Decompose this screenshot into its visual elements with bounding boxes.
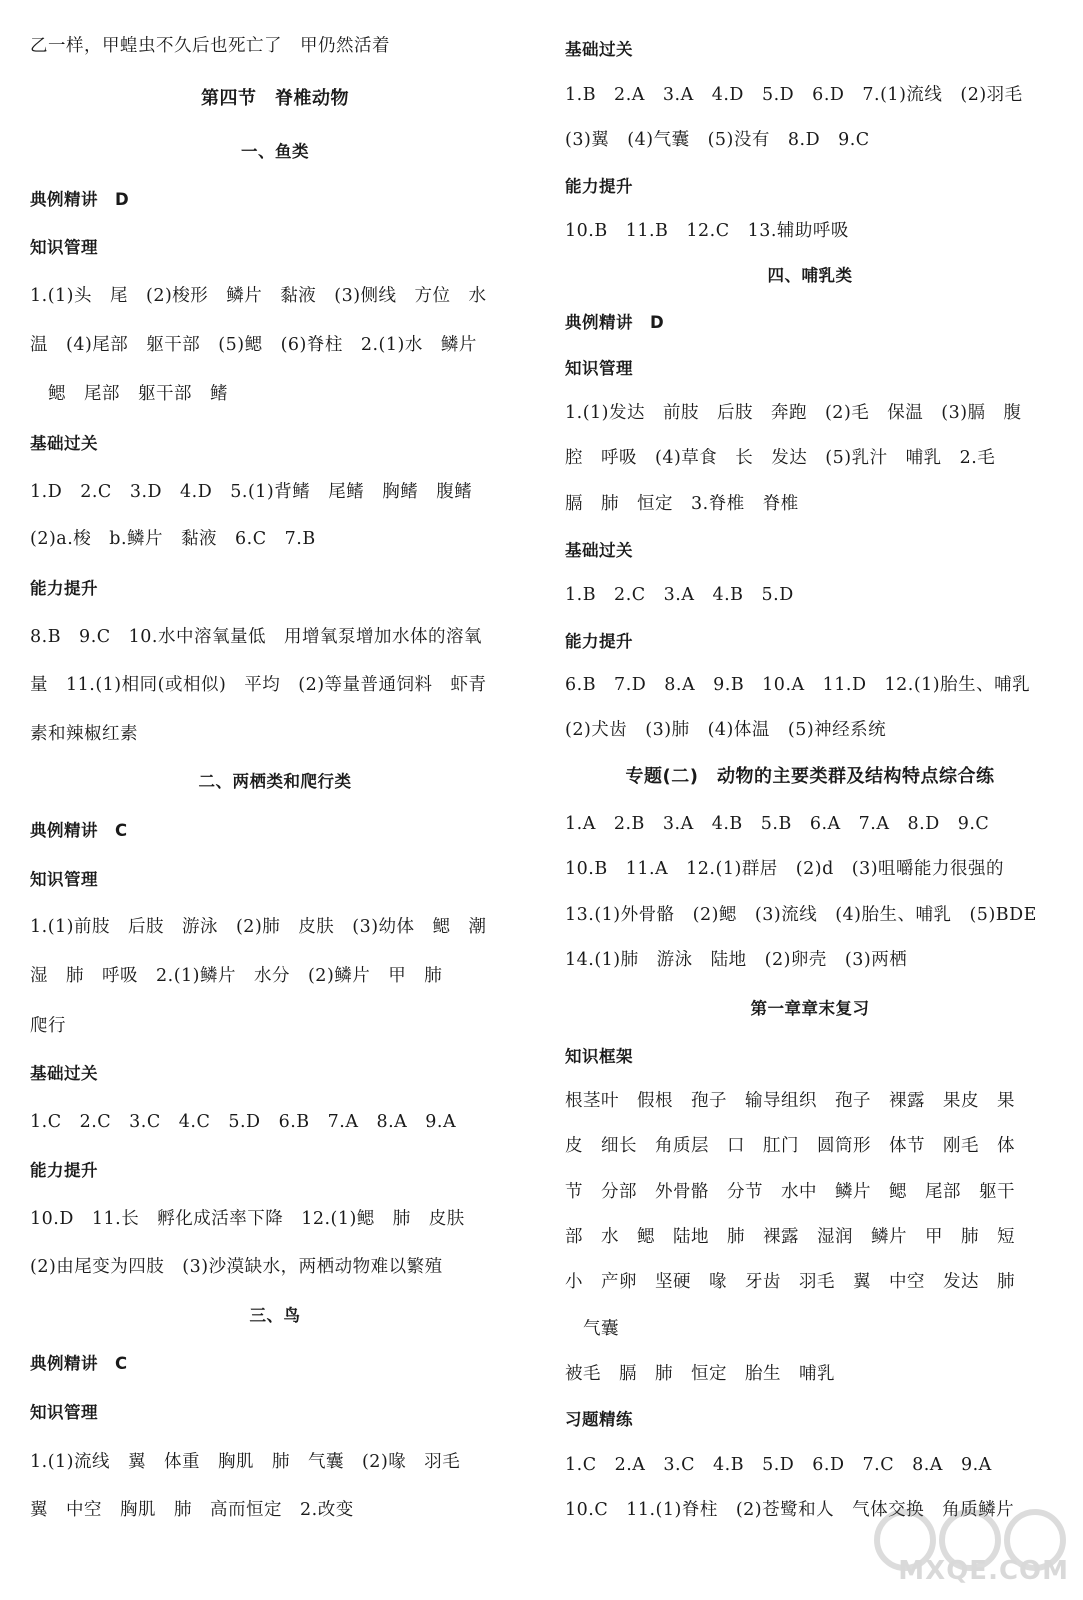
answer-line: 爬行 xyxy=(30,1016,66,1036)
answer-line: 13.(1)外骨骼 (2)鳃 (3)流线 (4)胎生、哺乳 (5)BDE xyxy=(565,905,1037,925)
answer-line: 温 (4)尾部 躯干部 (5)鳃 (6)脊柱 2.(1)水 鳞片 xyxy=(30,335,477,355)
answer-line: (2)犬齿 (3)肺 (4)体温 (5)神经系统 xyxy=(565,720,887,740)
subsection-title: 三、鸟 xyxy=(249,1306,301,1325)
answer-line: 量 11.(1)相同(或相似) 平均 (2)等量普通饲料 虾青 xyxy=(30,675,487,695)
block-label: 知识管理 xyxy=(565,359,633,378)
answer-line: 气囊 xyxy=(583,1319,619,1339)
subsection-title: 二、两栖类和爬行类 xyxy=(198,772,352,791)
answer-line: 1.C 2.A 3.C 4.B 5.D 6.D 7.C 8.A 9.A xyxy=(565,1455,992,1475)
answer-line: 14.(1)肺 游泳 陆地 (2)卵壳 (3)两栖 xyxy=(565,950,908,970)
block-label: 能力提升 xyxy=(565,177,633,196)
left-column xyxy=(30,0,520,1600)
right-column xyxy=(565,0,1055,1600)
answer-line: 6.B 7.D 8.A 9.B 10.A 11.D 12.(1)胎生、哺乳 xyxy=(565,675,1031,695)
answer-line: 乙一样，甲蝗虫不久后也死亡了 甲仍然活着 xyxy=(30,36,390,56)
subsection-title: 第一章章末复习 xyxy=(750,999,870,1018)
answer-line: (2)a.梭 b.鳞片 黏液 6.C 7.B xyxy=(30,529,316,549)
answer-line: 被毛 膈 肺 恒定 胎生 哺乳 xyxy=(565,1364,835,1384)
block-label: 典例精讲 C xyxy=(30,821,128,840)
answer-line: 10.B 11.A 12.(1)群居 (2)d (3)咀嚼能力很强的 xyxy=(565,859,1005,879)
answer-line: 小 产卵 坚硬 喙 牙齿 羽毛 翼 中空 发达 肺 xyxy=(565,1272,1015,1292)
block-label: 基础过关 xyxy=(30,1064,98,1083)
block-label: 知识管理 xyxy=(30,870,98,889)
block-label: 能力提升 xyxy=(30,1161,98,1180)
answer-line: 节 分部 外骨骼 分节 水中 鳞片 鳃 尾部 躯干 xyxy=(565,1182,1015,1202)
answer-line: 根茎叶 假根 孢子 输导组织 孢子 裸露 果皮 果 xyxy=(565,1091,1015,1111)
answer-line: 10.C 11.(1)脊柱 (2)苍鹭和人 气体交换 角质鳞片 xyxy=(565,1500,1015,1520)
block-label: 基础过关 xyxy=(30,434,98,453)
answer-line: (2)由尾变为四肢 (3)沙漠缺水，两栖动物难以繁殖 xyxy=(30,1257,443,1277)
answer-line: 1.B 2.C 3.A 4.B 5.D xyxy=(565,585,794,605)
answer-line: 1.D 2.C 3.D 4.D 5.(1)背鳍 尾鳍 胸鳍 腹鳍 xyxy=(30,482,473,502)
watermark-text: MXQE.COM xyxy=(898,1556,1069,1586)
answer-line: 1.A 2.B 3.A 4.B 5.B 6.A 7.A 8.D 9.C xyxy=(565,814,990,834)
answer-line: 8.B 9.C 10.水中溶氧量低 用增氧泵增加水体的溶氧 xyxy=(30,627,482,647)
block-label: 习题精练 xyxy=(565,1410,633,1429)
answer-line: 膈 肺 恒定 3.脊椎 脊椎 xyxy=(565,494,799,514)
section-title: 第四节 脊椎动物 xyxy=(201,88,349,109)
block-label: 基础过关 xyxy=(565,541,633,560)
answer-line: 部 水 鳃 陆地 肺 裸露 湿润 鳞片 甲 肺 短 xyxy=(565,1227,1015,1247)
block-label: 典例精讲 D xyxy=(565,313,665,332)
answer-line: 1.C 2.C 3.C 4.C 5.D 6.B 7.A 8.A 9.A xyxy=(30,1112,457,1132)
answer-line: (3)翼 (4)气囊 (5)没有 8.D 9.C xyxy=(565,130,870,150)
block-label: 知识管理 xyxy=(30,1403,98,1422)
answer-line: 素和辣椒红素 xyxy=(30,724,138,744)
block-label: 知识框架 xyxy=(565,1047,633,1066)
section-title: 专题(二) 动物的主要类群及结构特点综合练 xyxy=(625,766,995,787)
block-label: 知识管理 xyxy=(30,238,98,257)
block-label: 能力提升 xyxy=(565,632,633,651)
watermark-logo xyxy=(860,1500,1075,1590)
answer-line: 湿 肺 呼吸 2.(1)鳞片 水分 (2)鳞片 甲 肺 xyxy=(30,966,443,986)
answer-line: 腔 呼吸 (4)草食 长 发达 (5)乳汁 哺乳 2.毛 xyxy=(565,448,996,468)
block-label: 基础过关 xyxy=(565,40,633,59)
answer-line: 1.(1)流线 翼 体重 胸肌 肺 气囊 (2)喙 羽毛 xyxy=(30,1452,461,1472)
answer-line: 1.(1)发达 前肢 后肢 奔跑 (2)毛 保温 (3)膈 腹 xyxy=(565,403,1022,423)
block-label: 典例精讲 D xyxy=(30,190,130,209)
answer-line: 鳃 尾部 躯干部 鳍 xyxy=(48,384,228,404)
answer-line: 1.B 2.A 3.A 4.D 5.D 6.D 7.(1)流线 (2)羽毛 xyxy=(565,85,1023,105)
answer-line: 皮 细长 角质层 口 肛门 圆筒形 体节 刚毛 体 xyxy=(565,1136,1015,1156)
subsection-title: 四、哺乳类 xyxy=(767,266,853,285)
answer-line: 1.(1)头 尾 (2)梭形 鳞片 黏液 (3)侧线 方位 水 xyxy=(30,286,487,306)
block-label: 能力提升 xyxy=(30,579,98,598)
answer-line: 10.D 11.长 孵化成活率下降 12.(1)鳃 肺 皮肤 xyxy=(30,1209,465,1229)
answer-line: 翼 中空 胸肌 肺 高而恒定 2.改变 xyxy=(30,1500,354,1520)
answer-line: 10.B 11.B 12.C 13.辅助呼吸 xyxy=(565,221,849,241)
answer-line: 1.(1)前肢 后肢 游泳 (2)肺 皮肤 (3)幼体 鳃 潮 xyxy=(30,917,487,937)
block-label: 典例精讲 C xyxy=(30,1354,128,1373)
subsection-title: 一、鱼类 xyxy=(241,142,309,161)
